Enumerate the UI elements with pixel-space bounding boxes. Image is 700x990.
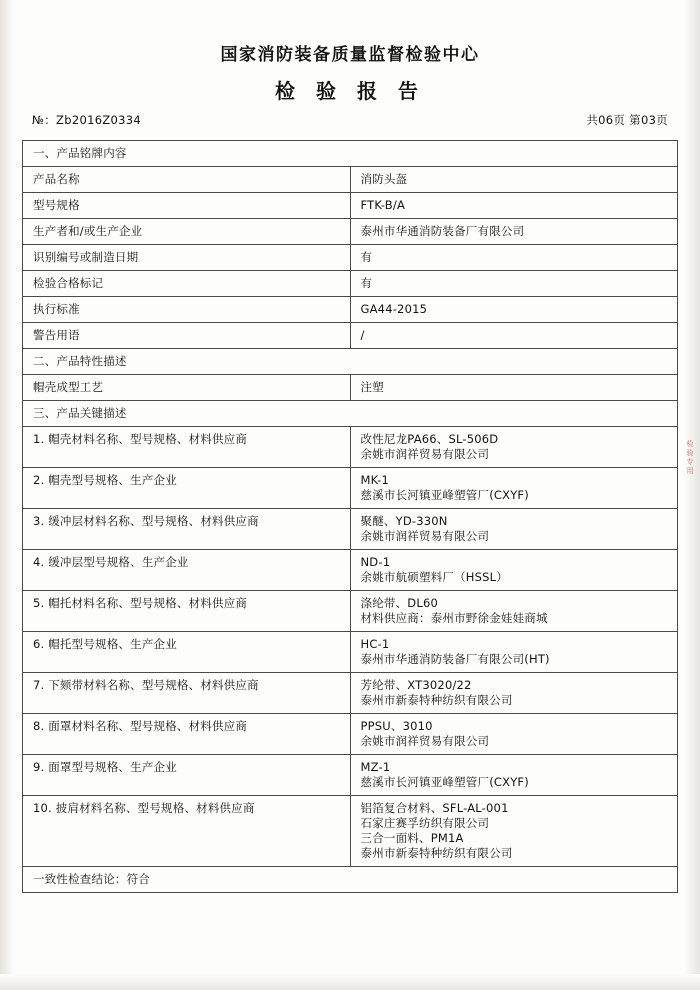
row-value: [350, 427, 678, 468]
row-value-line: 余姚市润祥贸易有限公司: [360, 529, 490, 543]
row-value: 有: [350, 245, 678, 271]
table-row: [23, 375, 678, 401]
row-value-line: HC-1: [360, 637, 390, 651]
row-value-line: ND-1: [360, 555, 391, 569]
row-value: GA44-2015: [350, 297, 678, 323]
row-value-line: 慈溪市长河镇亚峰塑管厂(CXYF): [360, 775, 529, 789]
row-label: 9. 面罩型号规格、生产企业: [23, 755, 351, 796]
row-value: [350, 632, 678, 673]
row-value-line: 涤纶带、DL60: [360, 596, 438, 610]
table-row: [23, 468, 678, 509]
row-value-line: 三合一面料、PM1A: [360, 831, 464, 845]
table-row-section-1: [23, 141, 678, 167]
row-label: 3. 缓冲层材料名称、型号规格、材料供应商: [23, 509, 351, 550]
row-value: [350, 591, 678, 632]
section-heading-characteristics: 二、产品特性描述: [23, 349, 678, 375]
row-label: 产品名称: [23, 167, 351, 193]
row-label: 10. 披肩材料名称、型号规格、材料供应商: [23, 796, 351, 867]
table-row-section-3: [23, 401, 678, 427]
row-label: 8. 面罩材料名称、型号规格、材料供应商: [23, 714, 351, 755]
table-row: [23, 755, 678, 796]
report-title: 检 验 报 告: [275, 79, 425, 103]
row-value: 消防头盔: [350, 167, 678, 193]
table-row: [23, 550, 678, 591]
row-value: [350, 796, 678, 867]
row-value-line: PPSU、3010: [360, 719, 433, 733]
row-value-line: 泰州市新泰特种纺织有限公司: [360, 693, 513, 707]
report-number: №：Zb2016Z0334: [32, 113, 141, 127]
table-row-conclusion: [23, 867, 678, 893]
scan-edge-left: [0, 0, 14, 990]
table-row: [23, 193, 678, 219]
report-meta-row: [32, 112, 668, 128]
organization-title: 国家消防装备质量监督检验中心: [220, 45, 480, 65]
row-label: 生产者和/或生产企业: [23, 219, 351, 245]
row-value-line: 材料供应商：泰州市野徐金娃娃商城: [360, 611, 548, 625]
table-row: [23, 673, 678, 714]
row-value-line: 泰州市新泰特种纺织有限公司: [360, 846, 513, 860]
table-row: [23, 509, 678, 550]
document-header: [0, 40, 700, 104]
table-row: [23, 167, 678, 193]
row-label: 警告用语: [23, 323, 351, 349]
consistency-conclusion: 一致性检查结论：符合: [23, 867, 678, 893]
row-label: 5. 帽托材料名称、型号规格、材料供应商: [23, 591, 351, 632]
table-row-section-2: [23, 349, 678, 375]
row-value-line: 余姚市润祥贸易有限公司: [360, 447, 490, 461]
row-value-line: 铝箔复合材料、SFL-AL-001: [360, 801, 509, 815]
row-label: 2. 帽壳型号规格、生产企业: [23, 468, 351, 509]
report-table-wrapper: [22, 140, 678, 893]
page-info: 共06页 第03页: [586, 113, 668, 127]
section-heading-key-items: 三、产品关键描述: [23, 401, 678, 427]
row-value-line: 泰州市华通消防装备厂有限公司(HT): [360, 652, 550, 666]
row-value: 有: [350, 271, 678, 297]
row-value: [350, 714, 678, 755]
table-row: [23, 297, 678, 323]
row-value-line: 余姚市润祥贸易有限公司: [360, 734, 490, 748]
red-stamp-margin-text: 检验专用: [686, 440, 694, 475]
row-label: 6. 帽托型号规格、生产企业: [23, 632, 351, 673]
table-row: [23, 323, 678, 349]
row-value-line: 改性尼龙PA66、SL-506D: [360, 432, 499, 446]
row-value: [350, 468, 678, 509]
row-value-line: 芳纶带、XT3020/22: [360, 678, 472, 692]
row-value: 泰州市华通消防装备厂有限公司: [350, 219, 678, 245]
row-value: 注塑: [350, 375, 678, 401]
scan-edge-bottom: [0, 974, 700, 990]
table-row: [23, 245, 678, 271]
row-value-line: 聚醚、YD-330N: [360, 514, 448, 528]
row-value: /: [350, 323, 678, 349]
table-row: [23, 591, 678, 632]
table-row: [23, 427, 678, 468]
section-heading-nameplate: 一、产品铭牌内容: [23, 141, 678, 167]
row-label: 1. 帽壳材料名称、型号规格、材料供应商: [23, 427, 351, 468]
row-value: FTK-B/A: [350, 193, 678, 219]
table-row: [23, 632, 678, 673]
row-value-line: MK-1: [360, 473, 390, 487]
row-value: [350, 755, 678, 796]
row-value: [350, 550, 678, 591]
row-value-line: 石家庄赛孚纺织有限公司: [360, 816, 490, 830]
row-value: [350, 509, 678, 550]
row-value-line: 慈溪市长河镇亚峰塑管厂(CXYF): [360, 488, 529, 502]
table-row: [23, 714, 678, 755]
row-value-line: MZ-1: [360, 760, 391, 774]
report-table: [22, 140, 678, 893]
row-label: 帽壳成型工艺: [23, 375, 351, 401]
table-row: [23, 219, 678, 245]
row-label: 型号规格: [23, 193, 351, 219]
table-row: [23, 271, 678, 297]
row-value: [350, 673, 678, 714]
row-value-line: 余姚市航硕塑料厂（HSSL）: [360, 570, 508, 584]
row-label: 4. 缓冲层型号规格、生产企业: [23, 550, 351, 591]
row-label: 检验合格标记: [23, 271, 351, 297]
row-label: 识别编号或制造日期: [23, 245, 351, 271]
row-label: 7. 下颏带材料名称、型号规格、材料供应商: [23, 673, 351, 714]
table-row: [23, 796, 678, 867]
row-label: 执行标准: [23, 297, 351, 323]
